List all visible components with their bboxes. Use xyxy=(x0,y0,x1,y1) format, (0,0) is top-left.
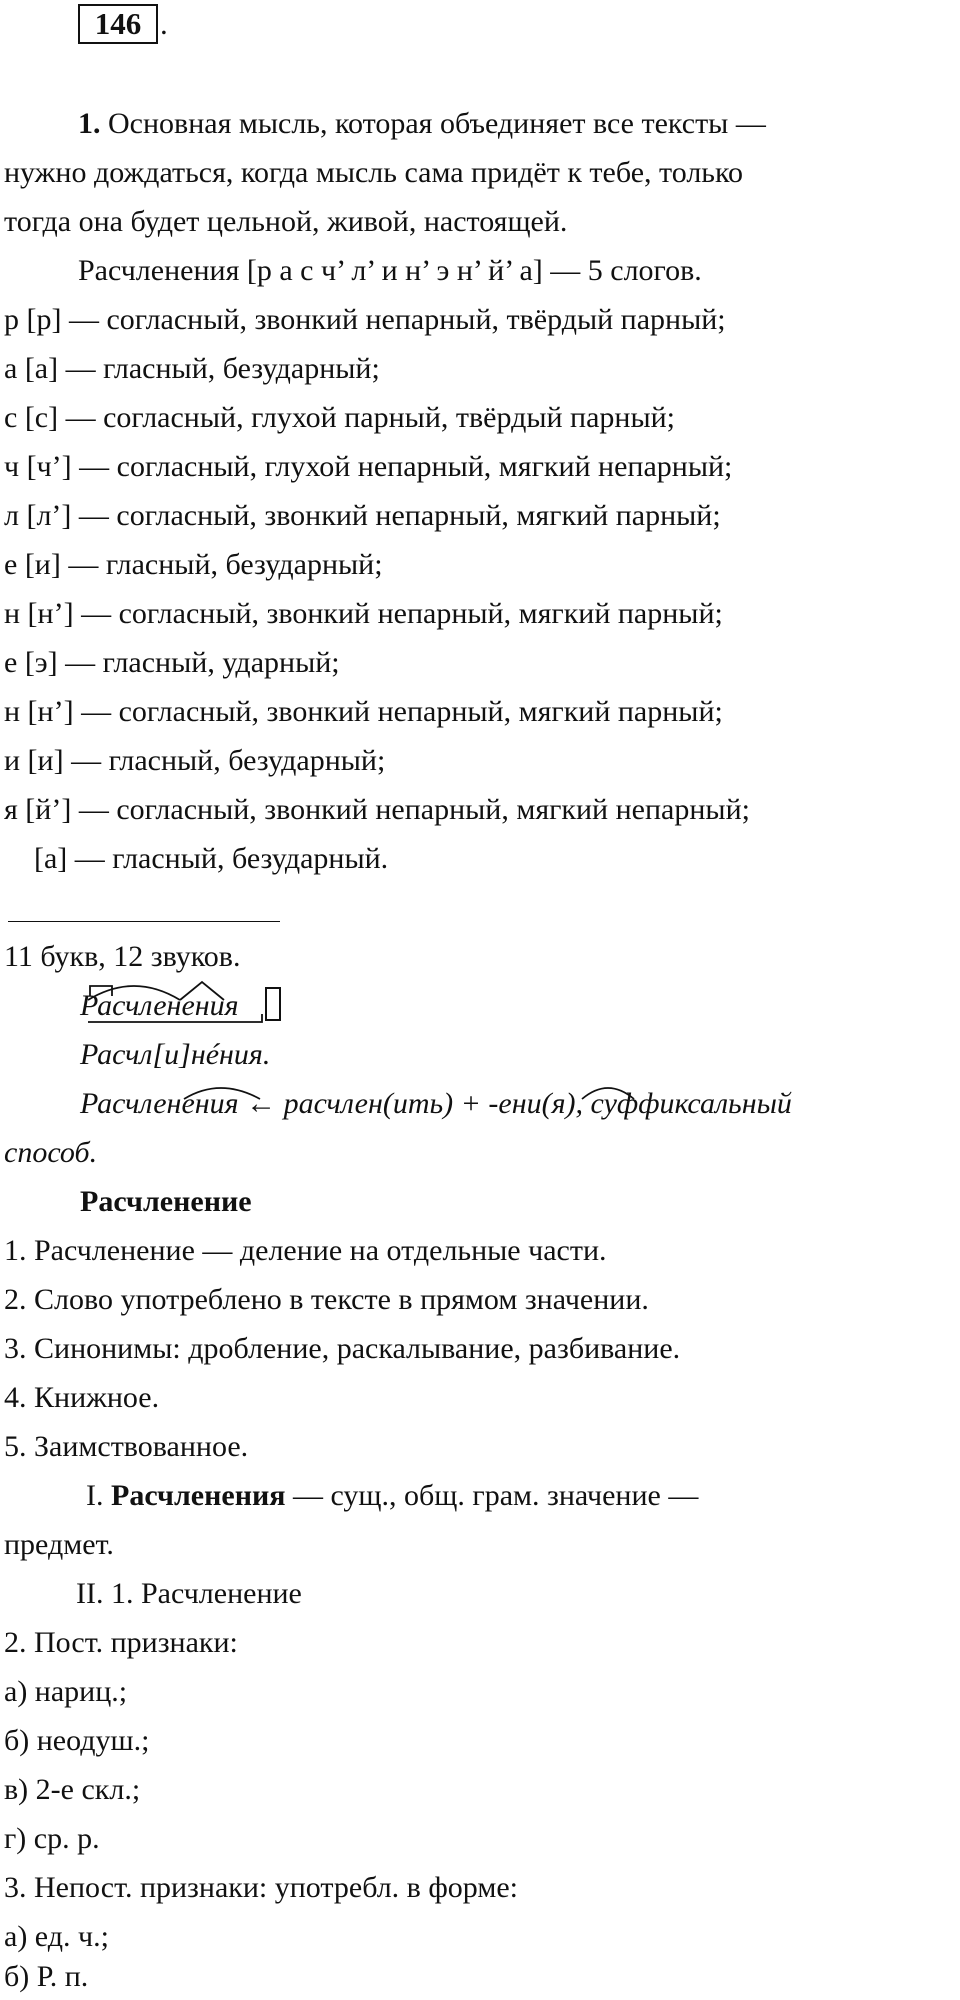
const-feature-item: в) 2-е скл.; xyxy=(4,1773,141,1806)
lexical-title: Расчленение xyxy=(80,1185,252,1218)
formation-suffix-mark-1 xyxy=(180,1083,290,1103)
phonetic-row: ч [ч’] — согласный, глухой непарный, мягкий непарный; xyxy=(4,450,733,483)
formation-rest: расчлен(ить) + -ени(я), суффиксальный xyxy=(283,1087,792,1120)
const-features-header: 2. Пост. признаки: xyxy=(4,1626,238,1659)
task-number-box xyxy=(78,4,158,44)
phonetic-row: н [н’] — согласный, звонкий непарный, мягкий парный; xyxy=(4,597,723,630)
morph-part-1-rest: — сущ., общ. грам. значение — xyxy=(293,1479,699,1512)
phonetic-row: н [н’] — согласный, звонкий непарный, мягкий парный; xyxy=(4,695,723,728)
main-idea-line-1 xyxy=(78,104,766,144)
nonconst-feature-item: а) ед. ч.; xyxy=(4,1920,109,1953)
phonetic-row: с [с] — согласный, глухой парный, твёрдый парный; xyxy=(4,401,676,434)
nonconst-feature-item: б) Р. п. xyxy=(4,1960,89,1993)
lexical-item: 2. Слово употреблено в тексте в прямом значении. xyxy=(4,1283,649,1316)
lexical-item: 5. Заимствованное. xyxy=(4,1430,249,1463)
morph-part-1-word: Расчленения xyxy=(111,1479,286,1512)
morph-part-1-num: I. xyxy=(86,1479,104,1512)
phonetic-summary: 11 букв, 12 звуков. xyxy=(4,940,241,973)
ending-box xyxy=(265,987,281,1021)
root-arc xyxy=(88,986,180,1000)
lexical-item: 3. Синонимы: дробление, раскалывание, разбивание. xyxy=(4,1332,681,1365)
phonetic-row: [а] — гласный, безударный. xyxy=(34,842,389,875)
phonetic-row: и [и] — гласный, безударный; xyxy=(4,744,386,777)
main-idea-line-3: тогда она будет цельной, живой, настоящей. xyxy=(4,205,568,238)
phonetic-row: р [р] — согласный, звонкий непарный, твёрдый парный; xyxy=(4,303,726,336)
morpheme-word: Расчленения xyxy=(80,989,239,1022)
phonetic-header: Расчленения [р а с ч’ л’ и н’ э н’ й’ а] — 5 слогов. xyxy=(78,254,702,287)
part-1-label: 1. xyxy=(78,107,101,140)
lexical-item: 1. Расчленение — деление на отдельные части. xyxy=(4,1234,607,1267)
divider-line xyxy=(8,921,280,922)
morph-part-1 xyxy=(86,1476,698,1516)
formation-suffix-mark-2 xyxy=(578,1083,648,1103)
main-idea-text-1: Основная мысль, которая объединяет все тексты — xyxy=(108,107,766,140)
main-idea-line-2: нужно дождаться, когда мысль сама придёт к тебе, только xyxy=(4,156,744,189)
morph-part-2: II. 1. Расчленение xyxy=(76,1577,302,1610)
const-feature-item: а) нариц.; xyxy=(4,1675,128,1708)
phonetic-row: е [э] — гласный, ударный; xyxy=(4,646,340,679)
nonconst-features-header: 3. Непост. признаки: употребл. в форме: xyxy=(4,1871,518,1904)
const-feature-item: б) неодуш.; xyxy=(4,1724,150,1757)
formation-word: Расчленения xyxy=(80,1087,239,1120)
lexical-item: 4. Книжное. xyxy=(4,1381,160,1414)
phonetic-row: а [а] — гласный, безударный; xyxy=(4,352,380,385)
phonetic-row: е [и] — гласный, безударный; xyxy=(4,548,383,581)
formation-end: способ. xyxy=(4,1136,98,1169)
phonetic-row: я [й’] — согласный, звонкий непарный, мягкий непарный; xyxy=(4,793,750,826)
task-number-dot: . xyxy=(160,6,168,41)
stem-underline xyxy=(88,1014,262,1022)
morph-part-1-end: предмет. xyxy=(4,1528,114,1561)
stress-line: Расчл[и]нéния. xyxy=(80,1038,271,1071)
task-number: 146 xyxy=(94,6,142,41)
morpheme-marks xyxy=(80,968,280,1028)
const-feature-item: г) ср. р. xyxy=(4,1822,100,1855)
phonetic-row: л [л’] — согласный, звонкий непарный, мягкий парный; xyxy=(4,499,721,532)
suffix-mark xyxy=(180,982,224,1000)
formation-arrow: ← xyxy=(246,1087,277,1120)
